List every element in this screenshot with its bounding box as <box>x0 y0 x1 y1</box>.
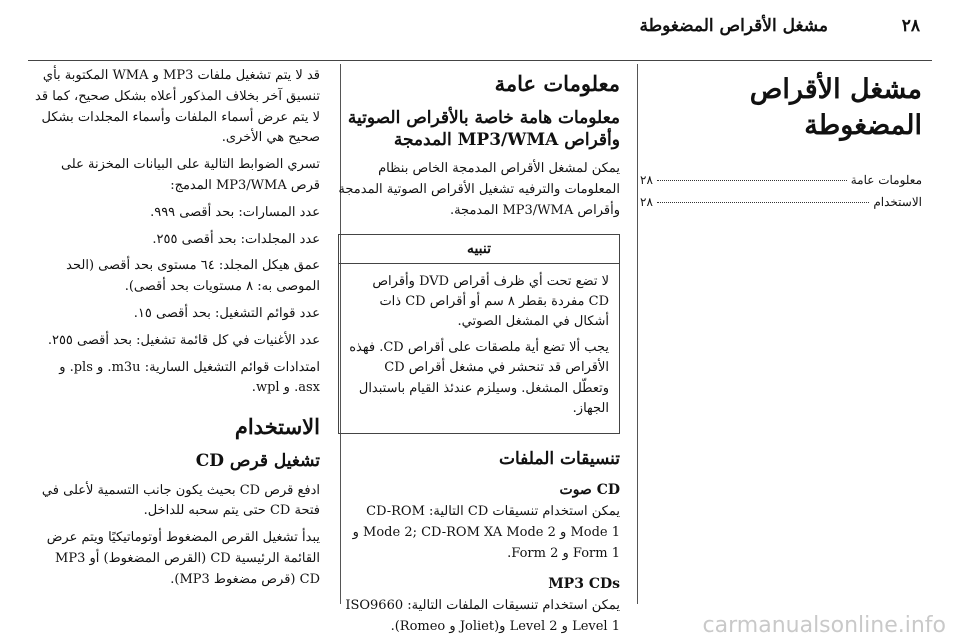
toc-entry-page: ٢٨ <box>640 194 653 209</box>
list-item: عدد المسارات: بحد أقصى ٩٩٩. <box>150 204 320 220</box>
warning-paragraph: يجب ألا تضع أية ملصقات على أقراص CD. فهذه الأقراص قد تنحشر في مشغل أقراص CD وتعطّل المشغل. وسيلزم عندئذ القيام باستبدال الجهاز. <box>349 340 609 416</box>
mp3-cds-paragraph: يمكن استخدام تنسيقات الملفات التالية: ISO9660 Level 1 و Level 2 و(Joliet و Romeo). <box>345 598 620 635</box>
page-number: ٢٨ <box>901 16 920 36</box>
toc-leader <box>657 180 847 181</box>
section-title-usage: الاستخدام <box>234 414 320 440</box>
table-of-contents <box>640 169 922 213</box>
warning-paragraph: لا تضع تحت أي ظرف أقراص DVD وأقراص CD مفردة بقطر ٨ سم أو أقراص CD ذات أشكال في المشغل الصوتي. <box>372 273 609 330</box>
header-rule <box>28 60 932 61</box>
format-warning-paragraph: قد لا يتم تشغيل ملفات MP3 و WMA المكتوبة بأي تنسيق آخر بخلاف المذكور أعلاه بشكل صحيح، كما قد لا يتم عرض أسماء الملفات وأسماء المجلدات بشكل صحيح هي الأخرى. <box>35 68 320 146</box>
toc-leader <box>657 202 869 203</box>
running-title: مشغل الأقراص المضغوطة <box>639 16 828 36</box>
constraints-list <box>32 203 320 399</box>
heading-mp3-cds: MP3 CDs <box>548 576 620 593</box>
watermark: carmanualsonline.info <box>702 613 946 638</box>
list-item: عمق هيكل المجلد: ٦٤ مستوى بحد أقصى (الحد الموصى به: ٨ مستويات بحد أقصى). <box>66 258 320 295</box>
warning-box <box>338 234 620 434</box>
subsection-title-formats: تنسيقات الملفات <box>498 448 620 469</box>
heading-audio-cd: CD صوت <box>559 481 620 498</box>
list-item: امتدادات قوائم التشغيل السارية: m3u. و pls. و asx. و wpl. <box>59 359 320 396</box>
warning-title: تنبيه <box>339 235 619 264</box>
page-header <box>36 14 924 44</box>
toc-entry[interactable] <box>640 169 922 191</box>
list-item: عدد قوائم التشغيل: بحد أقصى ١٥. <box>133 305 320 321</box>
play-paragraph: ادفع قرص CD بحيث يكون جانب التسمية لأعلى في فتحة CD حتى يتم سحبه للداخل. <box>41 482 320 519</box>
subsection-title-play-cd: تشغيل قرص CD <box>195 451 320 472</box>
toc-entry-label: معلومات عامة <box>850 172 922 187</box>
toc-entry[interactable] <box>640 191 922 213</box>
play-paragraph: يبدأ تشغيل القرص المضغوط أوتوماتيكيًا ويتم عرض القائمة الرئيسية CD (القرص المضغوط) أو MP3 CD (قرص مضغوط MP3). <box>46 530 320 587</box>
chapter-title: مشغل الأقراص المضغوطة <box>749 74 922 142</box>
intro-paragraph: يمكن لمشغل الأقراص المدمجة الخاص بنظام المعلومات والترفيه تشغيل الأقراص الصوتية المدمجة وأقراص MP3/WMA المدمجة. <box>338 161 620 219</box>
subsection-title-discs: معلومات هامة خاصة بالأقراص الصوتية وأقراص MP3/WMA المدمجة <box>347 108 620 151</box>
toc-entry-label: الاستخدام <box>873 194 922 209</box>
general-info-column <box>338 66 620 644</box>
chapter-column <box>640 66 922 213</box>
toc-entry-page: ٢٨ <box>640 172 653 187</box>
list-item: عدد الأغنيات في كل قائمة تشغيل: بحد أقصى ٢٥٥. <box>47 332 320 348</box>
list-item: عدد المجلدات: بحد أقصى ٢٥٥. <box>152 231 320 247</box>
section-title-general-info: معلومات عامة <box>494 71 620 96</box>
constraints-intro: تسري الضوابط التالية على البيانات المخزنة على قرص MP3/WMA المدمج: <box>60 157 320 193</box>
column-divider-right <box>637 64 638 604</box>
usage-column <box>32 66 320 597</box>
audio-cd-paragraph: يمكن استخدام تنسيقات CD التالية: CD-ROM Mode 1 و Mode 2; CD-ROM XA Mode 2 و Form 1 و Form 2. <box>352 503 620 561</box>
